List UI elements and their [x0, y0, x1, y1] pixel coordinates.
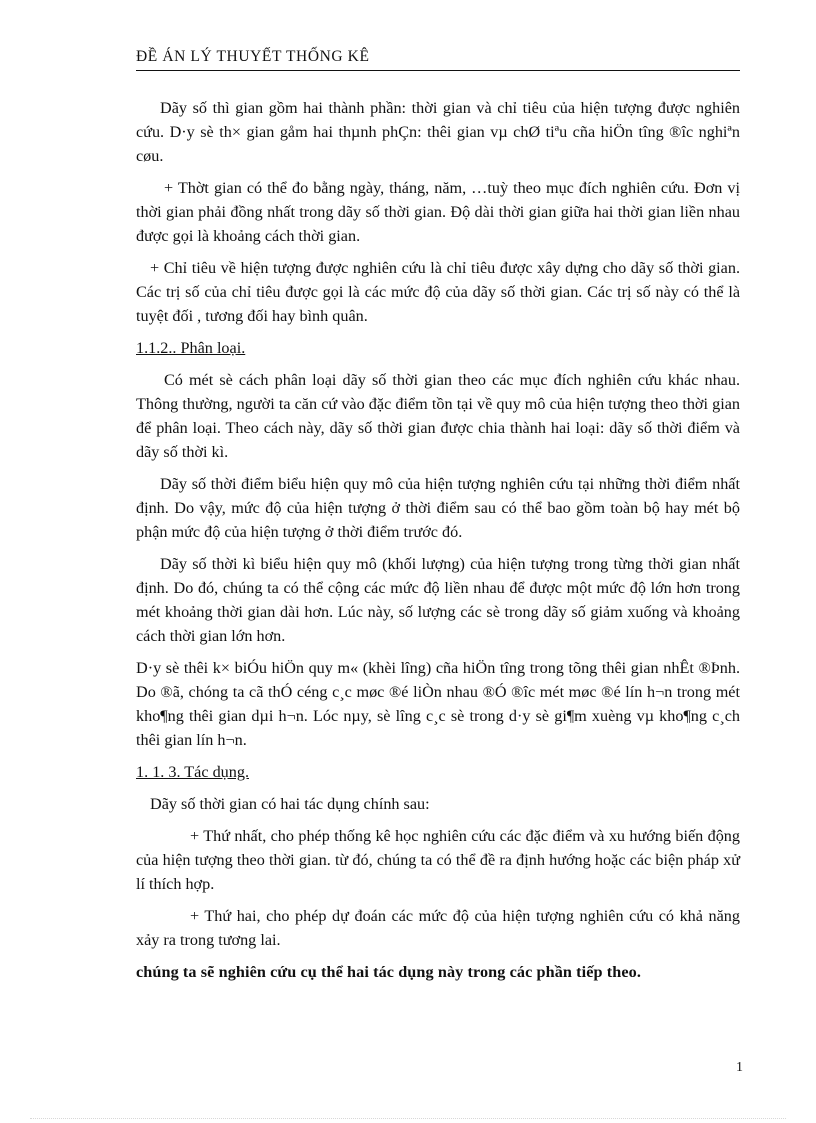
paragraph-usage-intro: Dãy số thời gian có hai tác dụng chính sau: — [150, 795, 430, 813]
document-body — [136, 96, 740, 992]
paragraph-time-measure: + Thờt gian có thể đo bằng ngày, tháng, năm, …tuỳ theo mục đích nghiên cứu. Đơn vị thời gian phải đồng nhất trong dãy số thời gian. Độ dài thời gian giữa hai thời gian liền nhau được gọi là khoảng cách thời gian. — [136, 179, 740, 245]
page-header-title: ĐỀ ÁN LÝ THUYẾT THỐNG KÊ — [136, 48, 370, 65]
page-bottom-border — [30, 1118, 786, 1119]
paragraph-time-series-components: Dãy số thì gian gồm hai thành phần: thời gian và chỉ tiêu của hiện tượng được nghiên cứu. D·y sè th× gian gåm hai thµnh phÇn: thêi gian vµ chØ tiªu cña hiÖn tîng ®îc nghiªn cøu. — [136, 99, 740, 165]
section-heading-usage: 1. 1. 3. Tác dụng. — [136, 763, 249, 781]
paragraph-period-series-encoded: D·y sè thêi k× biÓu hiÖn quy m« (khèi lîng) cña hiÖn tîng trong tõng thêi gian nhÊt ®Þnh. Do ®ã, chóng ta cã thÓ céng c¸c møc ®é liÒn nhau ®Ó ®îc mét møc ®é lín h¬n trong mét kho¶ng thêi gian dµi h¬n. Lóc nµy, sè lîng c¸c sè trong d·y sè gi¶m xuèng vµ kho¶ng c¸ch thêi gian lín h¬n. — [136, 659, 740, 749]
page-number: 1 — [736, 1060, 743, 1075]
paragraph-indicator: + Chỉ tiêu về hiện tượng được nghiên cứu là chỉ tiêu được xây dựng cho dãy số thời gian. Các trị số của chỉ tiêu được gọi là các mức độ của dãy số thời gian. Các trị số này có thể là tuyệt đối , tương đối hay bình quân. — [136, 259, 740, 325]
paragraph-usage-first: + Thứ nhất, cho phép thống kê học nghiên cứu các đặc điểm và xu hướng biến động của hiện tượng theo thời gian. từ đó, chúng ta có thể đề ra định hướng hoặc các biện pháp xử lí thích hợp. — [136, 827, 740, 893]
paragraph-point-series: Dãy số thời điểm biểu hiện quy mô của hiện tượng nghiên cứu tại những thời điểm nhất định. Do vậy, mức độ của hiện tượng ở thời điểm sau có thể bao gồm toàn bộ hay mét bộ phận mức độ của hiện tượng ở thời điểm trước đó. — [136, 475, 740, 541]
paragraph-conclusion: chúng ta sẽ nghiên cứu cụ thể hai tác dụng này trong các phần tiếp theo. — [136, 963, 641, 981]
paragraph-period-series: Dãy số thời kì biểu hiện quy mô (khối lượng) của hiện tượng trong từng thời gian nhất định. Do đó, chúng ta có thể cộng các mức độ liền nhau để được một mức độ lớn hơn trong mét khoảng thời gian dài hơn. Lúc này, số lượng các sè trong dãy số giảm xuống và khoảng cách thời gian lớn hơn. — [136, 555, 740, 645]
paragraph-usage-second: + Thứ hai, cho phép dự đoán các mức độ của hiện tượng nghiên cứu có khả năng xảy ra trong tương lai. — [136, 907, 740, 949]
paragraph-classification-intro: Có mét sè cách phân loại dãy số thời gian theo các mục đích nghiên cứu khác nhau. Thông thường, người ta căn cứ vào đặc điểm tồn tại về quy mô của hiện tượng theo thời gian để phân loại. Theo cách này, dãy số thời gian được chia thành hai loại: dãy số thời điểm và dãy số thời kì. — [136, 371, 740, 461]
section-heading-classification: 1.1.2.. Phân loại. — [136, 339, 246, 357]
header-divider — [136, 70, 740, 71]
